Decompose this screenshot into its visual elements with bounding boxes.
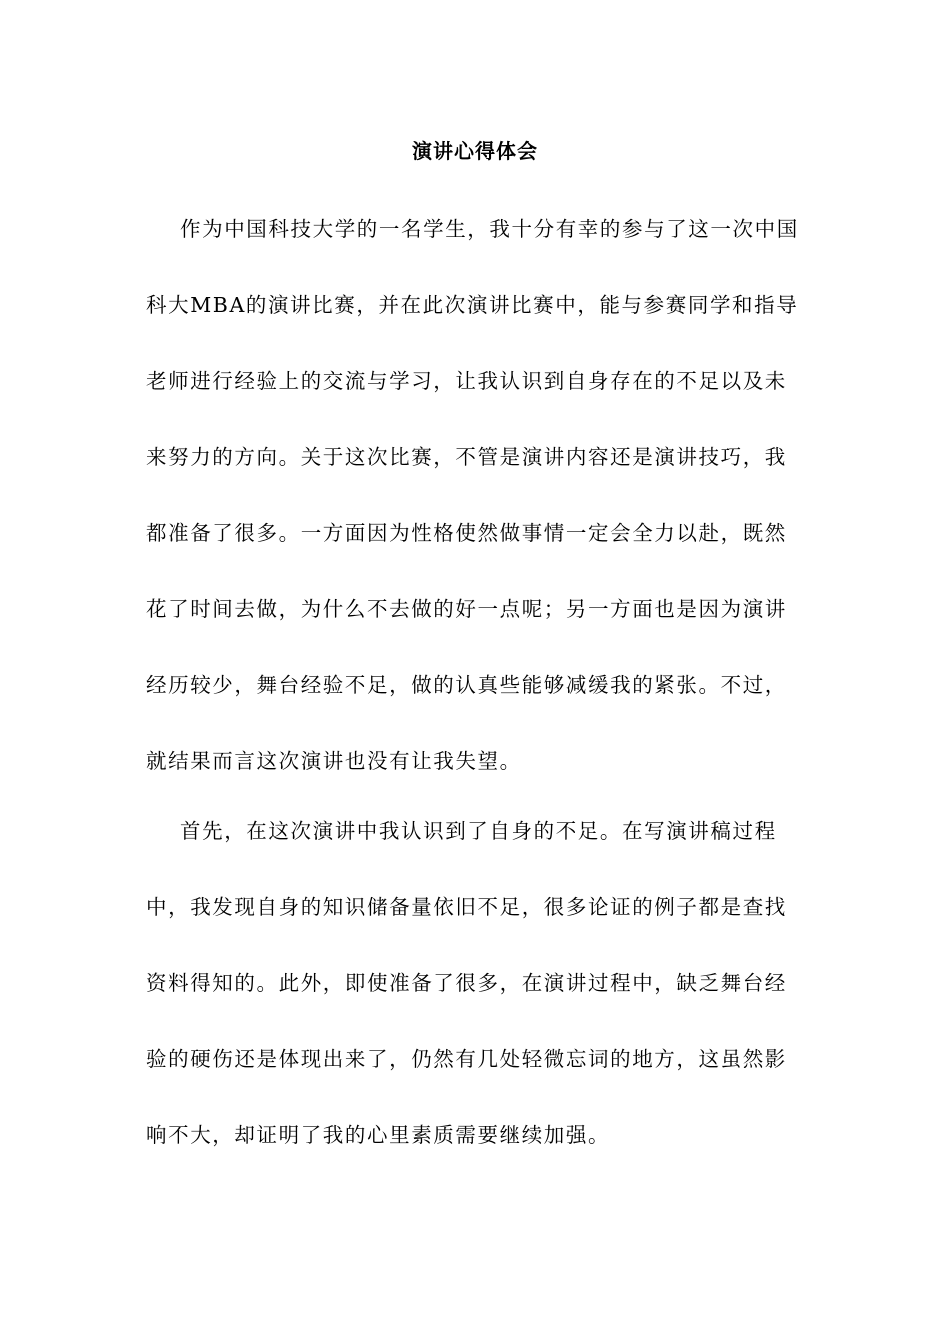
text-line: 作为中国科技大学的一名学生，我十分有幸的参与了这一次中国 <box>180 217 799 241</box>
document-title: 演讲心得体会 <box>412 139 538 163</box>
text-line: 都准备了很多。一方面因为性格使然做事情一定会全力以赴，既然 <box>146 521 787 545</box>
text-line: 首先，在这次演讲中我认识到了自身的不足。在写演讲稿过程 <box>180 819 777 843</box>
text-line: 经历较少，舞台经验不足，做的认真些能够减缓我的紧张。不过， <box>146 673 787 697</box>
text-line: 中，我发现自身的知识储备量依旧不足，很多论证的例子都是查找 <box>146 895 787 919</box>
text-line: 就结果而言这次演讲也没有让我失望。 <box>146 749 522 773</box>
text-line: 花了时间去做，为什么不去做的好一点呢；另一方面也是因为演讲 <box>146 597 787 621</box>
paragraph-1 <box>146 191 806 799</box>
text-line: 科大MBA的演讲比赛，并在此次演讲比赛中，能与参赛同学和指导 <box>146 293 799 317</box>
text-line: 老师进行经验上的交流与学习，让我认识到自身存在的不足以及未 <box>146 369 787 393</box>
paragraph-2 <box>146 793 806 1173</box>
text-line: 资料得知的。此外，即使准备了很多，在演讲过程中，缺乏舞台经 <box>146 971 787 995</box>
text-line: 响不大，却证明了我的心里素质需要继续加强。 <box>146 1123 611 1147</box>
text-line: 验的硬伤还是体现出来了，仍然有几处轻微忘词的地方，这虽然影 <box>146 1047 787 1071</box>
text-line: 来努力的方向。关于这次比赛，不管是演讲内容还是演讲技巧，我 <box>146 445 787 469</box>
